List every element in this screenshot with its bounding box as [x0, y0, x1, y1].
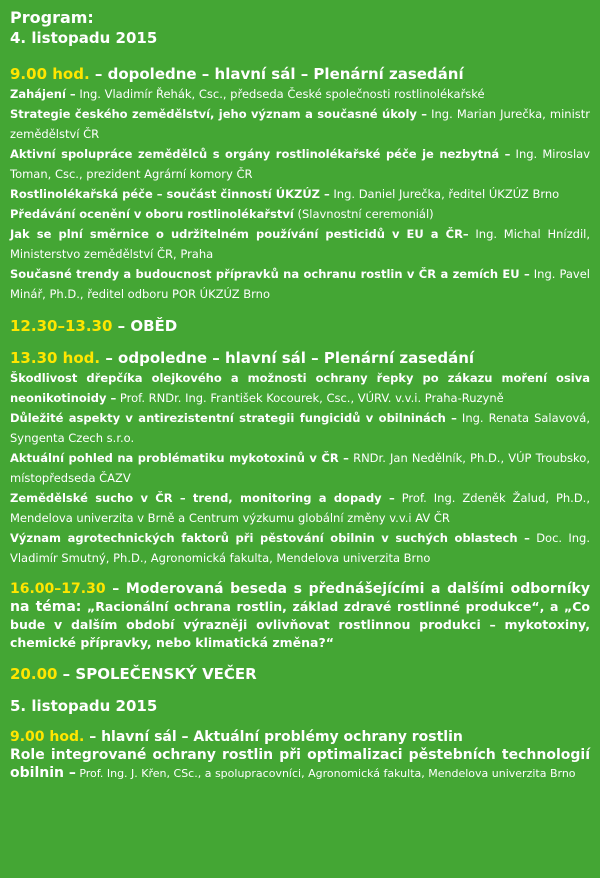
day2-item — [10, 746, 590, 783]
afternoon-time: 13.30 hod. — [10, 349, 101, 367]
list-item: Předávání ocenění v oboru rostlinolékařství (Slavnostní ceremoniál) — [10, 207, 434, 221]
list-item: Důležité aspekty v antirezistentní strategii fungicidů v obilninách – Ing. Renata Salavová, Syngenta Czech s.r.o. — [10, 411, 591, 445]
list-item: Strategie českého zemědělství, jeho význam a současné úkoly – Ing. Marian Jurečka, ministr zemědělství ČR — [10, 107, 590, 141]
list-item: Současné trendy a budoucnost přípravků na ochranu rostlin v ČR a zemích EU – Ing. Pavel Minář, Ph.D., ředitel odboru POR ÚKZÚZ Brno — [10, 267, 590, 301]
morning-session-header — [10, 64, 590, 84]
list-item: Zahájení – Ing. Vladimír Řehák, Csc., předseda České společnosti rostlinolékařské — [10, 87, 485, 101]
list-item: Význam agrotechnických faktorů při pěstování obilnin v suchých oblastech – Doc. Ing. Vladimír Smutný, Ph.D., Agronomická fakulta, Mendelova univerzita Brno — [10, 531, 590, 565]
day2-title: – hlavní sál – Aktuální problémy ochrany rostlin — [84, 729, 463, 745]
day2-item-text: Prof. Ing. J. Křen, CSc., a spolupracovníci, Agronomická fakulta, Mendelova univerzita Brno — [75, 767, 576, 780]
list-item: Zemědělské sucho v ČR – trend, monitoring a dopady – Prof. Ing. Zdeněk Žalud, Ph.D., Mendelova univerzita v Brně a Centrum výzkumu globální změny v.v.i AV ČR — [10, 491, 590, 525]
day1-date: 4. listopadu 2015 — [10, 29, 158, 47]
list-item: Aktuální pohled na problématiku mykotoxinů v ČR – RNDr. Jan Nedělník, Ph.D., VÚP Troubsko, místopředseda ČAZV — [10, 451, 590, 485]
list-item: Škodlivost dřepčíka olejkového a možnosti ochrany řepky po zákazu moření osiva neonikotinoidy – Prof. RNDr. Ing. František Kocourek, Csc., VÚRV. v.v.i. Praha-Ruzyně — [10, 371, 590, 405]
evening-title: – SPOLEČENSKÝ VEČER — [57, 665, 257, 683]
discussion-title: – Moderovaná beseda s přednášejícími a dalšími odborníky na téma: — [10, 581, 590, 615]
list-item: Rostlinolékařská péče – součást činností ÚKZÚZ – Ing. Daniel Jurečka, ředitel ÚKZÚZ Brno — [10, 187, 560, 201]
evening-time: 20.00 — [10, 665, 58, 683]
afternoon-session-header — [10, 348, 590, 368]
evening-header — [10, 664, 590, 684]
afternoon-items — [10, 368, 590, 568]
morning-time: 9.00 hod. — [10, 65, 90, 83]
lunch-header — [10, 316, 590, 336]
day2-date: 5. listopadu 2015 — [10, 697, 158, 715]
discussion-block — [10, 580, 590, 652]
day2-item-title: Role integrované ochrany rostlin při optimalizaci pěstebních technologií obilnin – — [10, 747, 590, 781]
discussion-time: 16.00–17.30 — [10, 581, 106, 597]
lunch-time: 12.30–13.30 — [10, 317, 113, 335]
list-item: Jak se plní směrnice o udržitelném používání pesticidů v EU a ČR– Ing. Michal Hnízdil, Ministerstvo zemědělství ČR, Praha — [10, 227, 590, 261]
program-label: Program: — [10, 8, 94, 27]
discussion-topic: „Racionální ochrana rostlin, základ zdravé rostlinné produkce“, a „Co bude v dalším období výrazněji ovlivňovat rostlinnou produkci – mykotoxiny, chemické přípravky, nebo klimatická změna?“ — [10, 599, 591, 650]
lunch-title: – OBĚD — [112, 317, 178, 335]
morning-title: – dopoledne – hlavní sál – Plenární zasedání — [89, 65, 464, 83]
day2-time: 9.00 hod. — [10, 729, 85, 745]
morning-items — [10, 84, 590, 304]
afternoon-title: – odpoledne – hlavní sál – Plenární zasedání — [100, 349, 475, 367]
day2-session-header — [10, 728, 590, 746]
list-item: Aktivní spolupráce zemědělců s orgány rostlinolékařské péče je nezbytná – Ing. Miroslav Toman, Csc., prezident Agrární komory ČR — [10, 147, 591, 181]
